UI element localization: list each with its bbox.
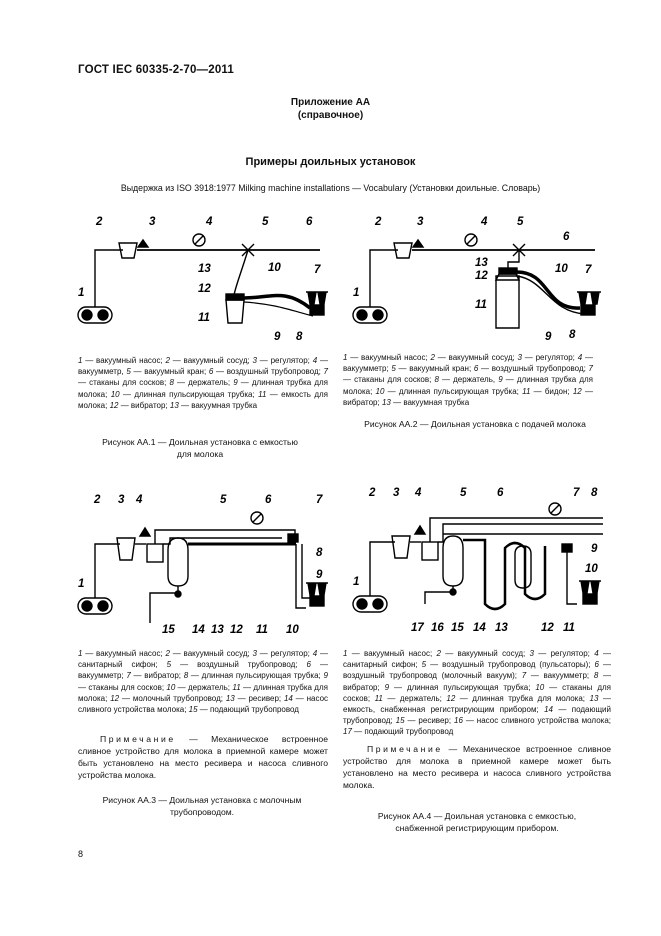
fig4-label-7: 7 [573, 487, 580, 499]
fig3-label-12: 12 [230, 624, 243, 636]
legend-entry: 3 — регулятор; [517, 353, 575, 362]
figure-aa3-diagram [70, 488, 340, 638]
legend-entry: 14 — насос сливного устройства молока; [78, 693, 329, 715]
fig2-caption: Рисунок АА.2 — Доильная установка с подачей молока [364, 419, 586, 429]
legend-entry: 6 — воздушный трубопровод (молочный вакуум); [343, 660, 611, 681]
figure-aa2-diagram [345, 210, 615, 343]
legend-entry: 13 — вакуумная трубка [381, 397, 470, 407]
recording-jar [515, 546, 531, 588]
legend-entry: 8 — держатель, [434, 375, 496, 385]
fig2-label-5: 5 [517, 216, 524, 228]
fig4-label-12: 12 [541, 622, 554, 634]
legend-entry: 10 — длинная пульсирующая трубка; [375, 386, 519, 396]
fig2-label-12: 12 [475, 270, 488, 282]
fig3-label-9: 9 [316, 569, 323, 581]
fig1-label-1: 1 [78, 287, 85, 299]
fig4-label-15: 15 [451, 622, 464, 634]
annex-subtitle: (справочное) [297, 110, 364, 121]
fig1-legend [78, 355, 328, 411]
vacuum-vessel [117, 538, 135, 560]
fig2-legend [343, 352, 593, 408]
fig4-caption: Рисунок АА.4 — Доильная установка с емкостью, снабженной регистрирующим прибором. [377, 811, 577, 833]
fig2-label-1: 1 [353, 287, 360, 299]
fig2-label-6: 6 [563, 231, 570, 243]
legend-entry: 9 — длинная трубка для молока; [78, 378, 328, 399]
fig3-legend [78, 648, 328, 715]
standard-header: ГОСТ IEC 60335-2-70—2011 [78, 64, 234, 76]
fig2-label-8: 8 [569, 329, 576, 341]
legend-entry: 8 — вибратор; [343, 671, 611, 692]
legend-entry: 8 — держатель; [169, 378, 231, 388]
excerpt-line: Выдержка из ISO 3918:1977 Milking machine installations — Vocabulary (Установки доильные. Словарь) [120, 183, 541, 193]
fig3-label-5: 5 [220, 494, 227, 506]
fig3-note: Примечание — Механическое встроенное сливное устройство для молока в приемной камере может быть установлено на место ресивера и насоса сливного устройства молока. [78, 734, 328, 780]
fig1-label-5: 5 [262, 216, 269, 228]
legend-entry: 5 — воздушный трубопровод; [166, 660, 298, 670]
fig3-label-4: 4 [136, 494, 143, 506]
fig1-label-9: 9 [274, 331, 281, 343]
legend-entry: 6 — воздушный трубопровод; [208, 367, 321, 377]
annex-title: Приложение АА [290, 97, 371, 108]
legend-entry: 12 — вибратор; [109, 400, 168, 410]
legend-entry: 17 — подающий трубопровод [343, 727, 454, 737]
fig4-label-6: 6 [497, 487, 504, 499]
fig1-label-2: 2 [96, 216, 103, 228]
fig4-label-14: 14 [473, 622, 486, 634]
fig2-label-13: 13 [475, 257, 488, 269]
legend-entry: 7 — стаканы для сосков; [78, 367, 328, 388]
fig4-note: Примечание — Механическое встроенное сливное устройство для молока в приемной камере может быть установлено на место ресивера и насоса сливного устройства молока. [343, 744, 611, 790]
legend-entry: 2 — вакуумный сосуд; [165, 356, 250, 365]
legend-entry: 9 — стаканы для сосков; [78, 671, 328, 692]
milk-churn [496, 276, 519, 328]
fig4-label-9: 9 [591, 543, 598, 555]
vacuum-vessel [392, 536, 410, 558]
legend-entry: 11 — бидон; [522, 386, 570, 396]
fig1-label-11: 11 [198, 312, 210, 324]
legend-entry: 13 — вакуумная трубка [169, 400, 258, 410]
legend-entry: 8 — длинная пульсирующая трубка; [183, 671, 321, 681]
fig3-label-7: 7 [316, 494, 323, 506]
legend-entry: 11 — держатель; [374, 693, 442, 703]
fig2-label-2: 2 [375, 216, 382, 228]
fig4-label-10: 10 [585, 563, 598, 575]
receiver [443, 536, 463, 586]
fig3-label-11: 11 [256, 624, 268, 636]
legend-entry: 12 — вибратор; [343, 386, 593, 407]
legend-entry: 9 — длинная пульсирующая трубка; [384, 682, 531, 692]
legend-entry: 5 — воздушный трубопровод (пульсаторы); [421, 660, 591, 670]
legend-entry: 1 — вакуумный насос; [343, 649, 433, 658]
legend-entry: 2 — вакуумный сосуд; [430, 353, 515, 362]
legend-entry: 3 — регулятор; [252, 356, 310, 365]
fig4-label-5: 5 [460, 487, 467, 499]
fig3-label-1: 1 [78, 578, 85, 590]
legend-entry: 5 — вакуумный кран; [391, 364, 472, 374]
legend-entry: 13 — ресивер; [225, 693, 282, 703]
fig1-label-7: 7 [314, 264, 321, 276]
milk-can [226, 300, 244, 323]
fig4-label-17: 17 [411, 622, 424, 634]
figure-aa4-diagram [345, 484, 615, 636]
sanitary-trap [422, 542, 438, 560]
fig1-label-12: 12 [198, 283, 211, 295]
legend-entry: 10 — держатель; [166, 682, 231, 692]
legend-entry: 6 — вакуумметр; [78, 660, 328, 681]
legend-entry: 7 — вакуумметр; [521, 671, 590, 681]
legend-entry: 3 — регулятор; [529, 649, 590, 658]
legend-entry: 13 — емкость, снабженная регистрирующим прибором; [343, 693, 611, 715]
legend-entry: 1 — вакуумный насос; [343, 353, 428, 362]
fig3-label-15: 15 [162, 624, 175, 636]
legend-entry: 12 — молочный трубопровод; [110, 693, 223, 703]
legend-entry: 7 — стаканы для сосков; [343, 364, 593, 385]
fig3-label-3: 3 [118, 494, 125, 506]
section-title: Примеры доильных установок [245, 156, 416, 168]
fig4-label-1: 1 [353, 576, 360, 588]
fig2-label-10: 10 [555, 263, 568, 275]
legend-entry: 4 — вакуумметр, [78, 356, 328, 377]
fig1-label-3: 3 [149, 216, 156, 228]
fig3-label-8: 8 [316, 547, 323, 559]
fig4-label-3: 3 [393, 487, 400, 499]
legend-entry: 2 — вакуумный сосуд; [165, 649, 250, 658]
legend-entry: 10 — стаканы для сосков; [343, 682, 611, 703]
fig1-caption: Рисунок АА.1 — Доильная установка с емкостью для молока [102, 437, 298, 459]
legend-entry: 1 — вакуумный насос; [78, 649, 163, 658]
fig3-label-13: 13 [211, 624, 224, 636]
fig4-legend [343, 648, 611, 738]
figure-aa1-diagram [70, 210, 340, 343]
fig3-label-6: 6 [265, 494, 272, 506]
fig4-label-8: 8 [591, 487, 598, 499]
fig1-label-6: 6 [306, 216, 313, 228]
legend-entry: 7 — вибратор; [126, 671, 182, 681]
legend-entry: 5 — вакуумный кран; [126, 367, 207, 377]
fig2-label-9: 9 [545, 331, 552, 343]
fig1-label-4: 4 [206, 216, 213, 228]
fig3-label-14: 14 [192, 624, 205, 636]
legend-entry: 10 — длинная пульсирующая трубка; [110, 389, 255, 399]
legend-entry: 4 — санитарный сифон; [78, 649, 328, 670]
legend-entry: 15 — ресивер; [395, 716, 452, 726]
fig3-label-2: 2 [94, 494, 101, 506]
fig4-label-16: 16 [431, 622, 444, 634]
legend-entry: 1 — вакуумный насос; [78, 356, 163, 365]
fig2-label-4: 4 [481, 216, 488, 228]
legend-entry: 4 — санитарный сифон; [343, 649, 611, 670]
legend-entry: 11 — длинная трубка для молока; [78, 682, 328, 703]
annex-block [0, 96, 661, 122]
fig4-label-4: 4 [415, 487, 422, 499]
fig3-label-10: 10 [286, 624, 299, 636]
legend-entry: 16 — насос сливного устройства молока; [454, 716, 611, 726]
fig2-label-3: 3 [417, 216, 424, 228]
fig4-label-13: 13 [495, 622, 508, 634]
fig2-label-7: 7 [585, 264, 592, 276]
fig1-label-13: 13 [198, 263, 211, 275]
fig4-label-2: 2 [369, 487, 376, 499]
legend-entry: 3 — регулятор; [252, 649, 310, 658]
sanitary-trap [147, 544, 163, 562]
legend-entry: 2 — вакуумный сосуд; [436, 649, 526, 658]
legend-entry: 15 — подающий трубопровод [188, 705, 299, 715]
legend-entry: 9 — длинная трубка для молока; [343, 375, 593, 396]
receiver [168, 538, 188, 586]
legend-entry: 4 — вакуумметр; [343, 353, 593, 374]
fig2-label-11: 11 [475, 299, 487, 311]
fig4-label-11: 11 [563, 622, 575, 634]
legend-entry: 11 — емкость для молока; [78, 389, 328, 410]
fig3-caption: Рисунок АА.3 — Доильная установка с молочным трубопроводом. [102, 795, 302, 817]
fig1-label-8: 8 [296, 331, 303, 343]
legend-entry: 6 — воздушный трубопровод; [473, 364, 586, 374]
fig1-label-10: 10 [268, 262, 281, 274]
legend-entry: 12 — длинная трубка для молока; [446, 693, 586, 703]
legend-entry: 14 — подающий трубопровод; [343, 705, 611, 726]
page-number: 8 [78, 849, 84, 859]
